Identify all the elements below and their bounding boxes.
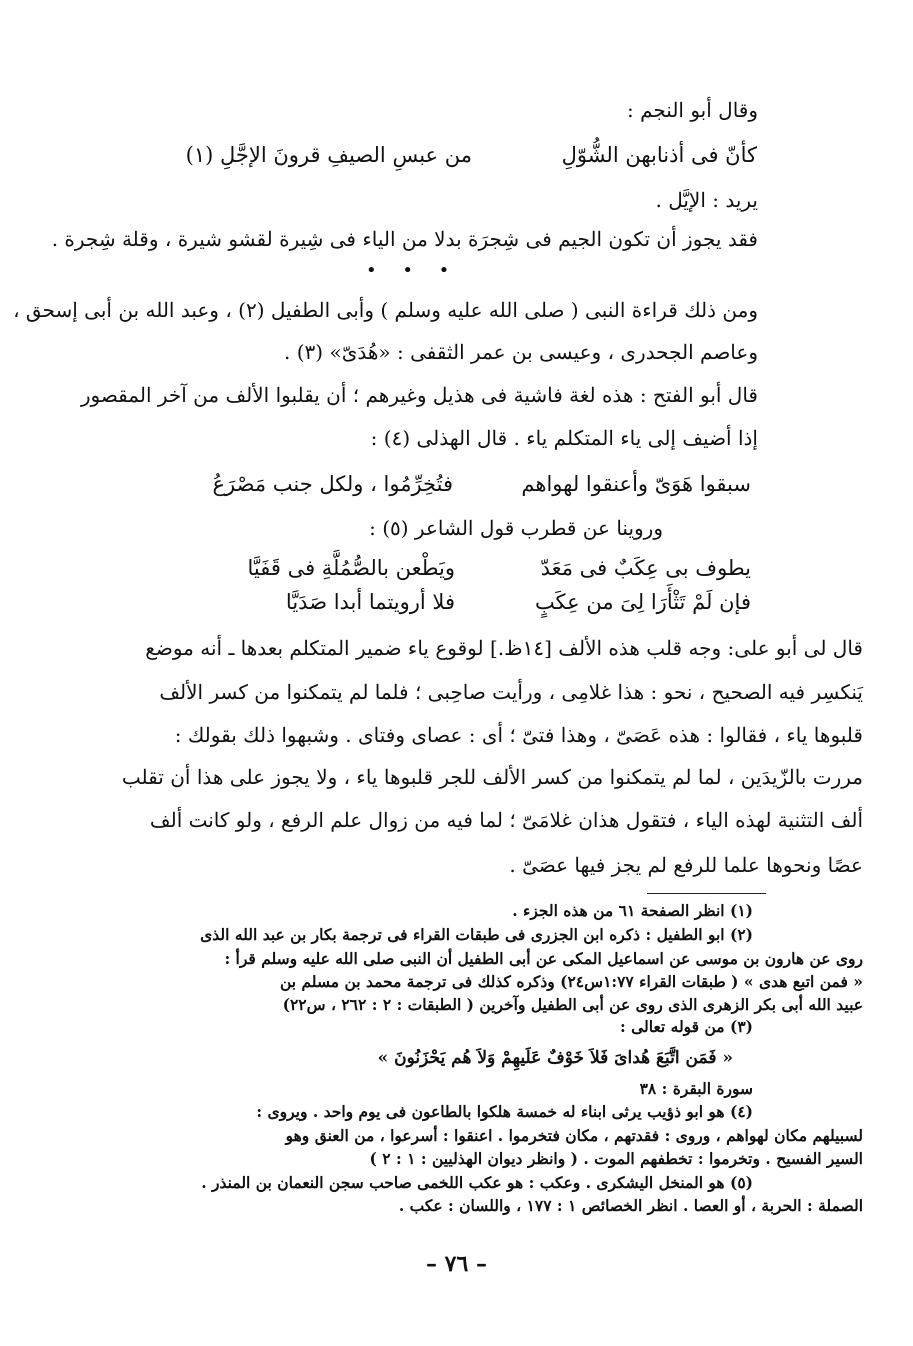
footnote-line: الصملة : الحربة ، أو العصا . انظر الخصائص ١ : ١٧٧ ، واللسان : عكب . — [398, 1196, 863, 1215]
text-line: إذا أضيف إلى ياء المتكلم ياء . قال الهذلى (٤) : — [370, 426, 758, 450]
verse-hemistich-second: من عبسِ الصيفِ قرونَ الإجَّلِ (١) — [185, 143, 472, 167]
verse-hemistich-second: فتُخِرِّمُوا ، ولكل جنب مَصْرَعُ — [212, 472, 453, 496]
footnote-line: (٤) هو ابو ذؤيب يرثى ابناء له خمسة هلكوا بالطاعون فى يوم واحد . ويروى : — [256, 1102, 753, 1121]
verse-hemistich-first: يطوف بى عِكَبٌ فى مَعَدّ — [540, 556, 751, 580]
verse-hemistich-second: فلا أرويتما أبدا صَدَيَّا — [285, 590, 455, 614]
text-line: ومن ذلك قراءة النبى ( صلى الله عليه وسلم ) وأبى الطفيل (٢) ، وعبد الله بن أبى إسحق ، — [13, 298, 758, 322]
footnote-line: روى عن هارون بن موسى عن اسماعيل المكى عن أبى الطفيل أن النبى صلى الله عليه وسلم قرأ : — [224, 949, 863, 968]
paragraph-line: عصًا ونحوها علما للرفع لم يجز فيها عصَىّ . — [509, 853, 863, 877]
footnote-line: لسبيلهم مكان لهواهم ، وروى : فقدتهم ، مكان فتخرموا . اعنقوا : أسرعوا ، من العنق وهو — [285, 1126, 863, 1145]
footnote-separator — [647, 893, 766, 894]
paragraph-line: قال لى أبو على: وجه قلب هذه الألف [١٤ظ.] لوقوع ياء ضمير المتكلم بعدها ـ أنه موضع — [145, 636, 863, 660]
footnote-line: (٥) هو المنخل اليشكرى . وعكب : هو عكب اللخمى صاحب سجن النعمان بن المنذر . — [201, 1173, 753, 1192]
footnote-line: (٢) ابو الطفيل : ذكره ابن الجزرى فى طبقات القراء فى ترجمة بكار بن عبد الله الذى — [200, 925, 753, 944]
verse-hemistich-second: ويَطْعن بالصُّمُلَّةِ فى قَفَيَّا — [247, 556, 455, 580]
verse-hemistich-first: فإن لَمْ تَثْأَرَا لِىَ من عِكَبٍ — [534, 590, 751, 614]
footnote-line: السير الفسيح . وتخرموا : تخطفهم الموت . ( وانظر ديوان الهذليين : ١ : ٢ ) — [369, 1149, 863, 1168]
text-line: وروينا عن قطرب قول الشاعر (٥) : — [369, 516, 663, 540]
paragraph-line: قلبوها ياء ، فقالوا : هذه عَصَىّ ، وهذا فتىّ ؛ أى : عصاى وفتاى . وشبهوا ذلك بقولك : — [174, 723, 863, 747]
text-line: وقال أبو النجم : — [626, 98, 758, 122]
page-number: – ٧٦ – — [426, 1251, 487, 1277]
verse-hemistich-first: سبقوا هَوَىّ وأعنقوا لهواهم — [521, 472, 751, 496]
footnote-line: عبيد الله أبى بكر الزهرى الذى روى عن أبى الطفيل وآخرين ( الطبقات : ٢ : ٢٦٢ ، س٢٢) — [282, 995, 863, 1014]
quran-verse: « فَمَن اتَّبَعَ هُداىَ فَلاَ خَوْفٌ عَلَيهِمْ وَلاَ هُم يَحْزَنُونَ » — [377, 1048, 733, 1068]
paragraph-line: مررت بالزّيدَين ، لما لم يتمكنوا من كسر الألف للجر قلبوها ياء ، ولا يجوز على هذا أن تقلب — [121, 765, 863, 789]
text-line: يريد : الإيَّل . — [655, 188, 758, 212]
text-line: قال أبو الفتح : هذه لغة فاشية فى هذيل وغيرهم ؛ أن يقلبوا الألف من آخر المقصور — [80, 383, 758, 407]
paragraph-line: يَنكسِر فيه الصحيح ، نحو : هذا غلامِى ، ورأيت صاحِبى ؛ فلما لم يتمكنوا من كسر الألف — [159, 680, 863, 704]
footnote-line: « فمن اتبع هدى » ( طبقات القراء ١:٧٧س٢٤) وذكره كذلك فى ترجمة محمد بن مسلم بن — [279, 972, 863, 991]
section-separator-dots: • • • — [366, 260, 460, 281]
paragraph-line: ألف التثنية لهذه الياء ، فتقول هذان غلامَىّ ؛ لما فيه من زوال علم الرفع ، ولو كانت ألف — [149, 808, 863, 832]
footnote-line: سورة البقرة : ٣٨ — [639, 1079, 753, 1098]
verse-hemistich-first: كأنّ فى أذنابهن الشُّوّلِ — [561, 143, 757, 167]
text-line: وعاصم الجحدرى ، وعيسى بن عمر الثقفى : «هُدَىّ» (٣) . — [284, 340, 758, 364]
footnote-line: (٣) من قوله تعالى : — [619, 1017, 753, 1036]
footnote-line: (١) انظر الصفحة ٦١ من هذه الجزء . — [512, 901, 753, 920]
text-line: فقد يجوز أن تكون الجيم فى شِجرَة بدلا من الياء فى شِيرة لقشو شيرة ، وقلة شِجرة . — [51, 227, 758, 251]
